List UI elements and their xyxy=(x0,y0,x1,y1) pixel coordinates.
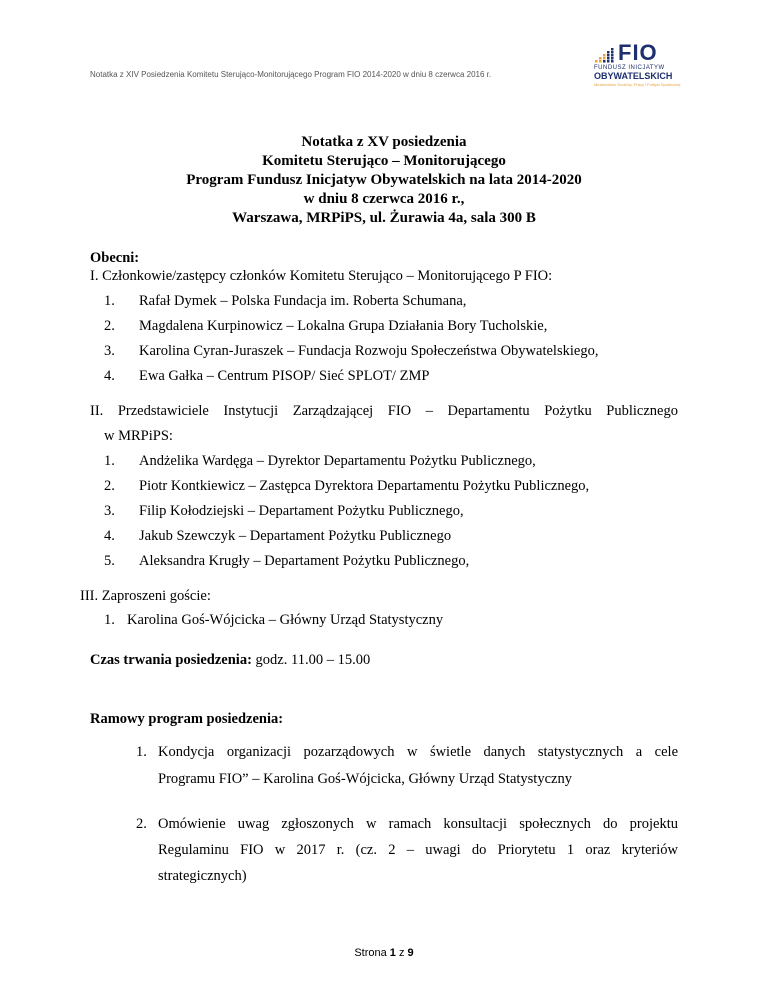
list-number: 2. xyxy=(104,318,115,334)
list-item: Karolina Cyran-Juraszek – Fundacja Rozwoju Społeczeństwa Obywatelskiego, xyxy=(139,343,599,359)
program-item-line: Omówienie uwag zgłoszonych w ramach konsultacji społecznych do projektu xyxy=(158,816,678,832)
section2-heading: II. Przedstawiciele Instytucji Zarządzającej FIO – Departamentu Pożytku Publicznego xyxy=(90,403,678,419)
duration-value: godz. 11.00 – 15.00 xyxy=(251,652,371,668)
program-item-line: Kondycja organizacji pozarządowych w świetle danych statystycznych a cele xyxy=(158,744,678,760)
list-number: 1. xyxy=(104,293,115,309)
list-item: Andżelika Wardęga – Dyrektor Departamentu Pożytku Publicznego, xyxy=(139,453,536,469)
list-item: Aleksandra Krugły – Departament Pożytku Publicznego, xyxy=(139,553,470,569)
program-heading: Ramowy program posiedzenia: xyxy=(90,711,284,727)
document-title xyxy=(0,133,768,228)
title-line: Komitetu Sterująco – Monitorującego xyxy=(262,153,506,169)
title-line: Program Fundusz Inicjatyw Obywatelskich na lata 2014-2020 xyxy=(186,172,582,188)
program-item-line: Programu FIO” – Karolina Goś-Wójcicka, Główny Urząd Statystyczny xyxy=(158,771,572,787)
running-header: Notatka z XIV Posiedzenia Komitetu Sterująco-Monitorującego Program FIO 2014-2020 w dniu 8 czerwca 2016 r. xyxy=(90,70,492,79)
program-item-line: Regulaminu FIO w 2017 r. (cz. 2 – uwagi do Priorytetu 1 oraz kryteriów xyxy=(158,842,678,858)
footer-sep: z xyxy=(395,947,408,959)
footer-prefix: Strona xyxy=(354,947,390,959)
section2-heading-cont: w MRPiPS: xyxy=(104,428,173,444)
logo-line2: OBYWATELSKICH xyxy=(594,71,673,81)
list-number: 5. xyxy=(104,553,115,569)
logo-bars-icon xyxy=(594,44,616,66)
attendees-heading: Obecni: xyxy=(90,250,140,266)
list-item: Piotr Kontkiewicz – Zastępca Dyrektora Departamentu Pożytku Publicznego, xyxy=(139,478,590,494)
list-number: 4. xyxy=(104,528,115,544)
list-number: 3. xyxy=(104,343,115,359)
duration-label: Czas trwania posiedzenia: xyxy=(90,652,252,668)
title-line: Warszawa, MRPiPS, ul. Żurawia 4a, sala 300 B xyxy=(232,210,536,226)
list-item: Ewa Gałka – Centrum PISOP/ Sieć SPLOT/ ZMP xyxy=(139,368,430,384)
title-line: w dniu 8 czerwca 2016 r., xyxy=(303,191,465,207)
logo-wordmark: FIO xyxy=(618,40,658,65)
list-item: Karolina Goś-Wójcicka – Główny Urząd Statystyczny xyxy=(127,612,444,628)
fio-logo xyxy=(594,40,684,88)
list-item: Jakub Szewczyk – Departament Pożytku Publicznego xyxy=(139,528,452,544)
list-number: 2. xyxy=(104,478,115,494)
title-line: Notatka z XV posiedzenia xyxy=(301,134,467,150)
list-number: 2. xyxy=(136,816,147,832)
list-number: 3. xyxy=(104,503,115,519)
section1-heading: I. Członkowie/zastępcy członków Komitetu Sterująco – Monitorującego P FIO: xyxy=(90,268,553,284)
list-item: Filip Kołodziejski – Departament Pożytku Publicznego, xyxy=(139,503,464,519)
list-item: Magdalena Kurpinowicz – Lokalna Grupa Działania Bory Tucholskie, xyxy=(139,318,548,334)
program-item-line: strategicznych) xyxy=(158,868,247,884)
page-footer xyxy=(0,947,768,959)
list-number: 1. xyxy=(104,453,115,469)
logo-line1: FUNDUSZ INICJATYW xyxy=(594,65,665,71)
footer-page-number: 1 xyxy=(389,947,396,959)
footer-page-total: 9 xyxy=(407,947,414,959)
logo-line3: Ministerstwo Rodziny, Pracy i Polityki Społecznej xyxy=(594,82,681,87)
list-number: 1. xyxy=(104,612,115,628)
section3-heading: III. Zaproszeni goście: xyxy=(80,588,211,604)
list-number: 4. xyxy=(104,368,115,384)
list-item: Rafał Dymek – Polska Fundacja im. Roberta Schumana, xyxy=(139,293,467,309)
list-number: 1. xyxy=(136,744,147,760)
duration-line xyxy=(90,652,370,669)
